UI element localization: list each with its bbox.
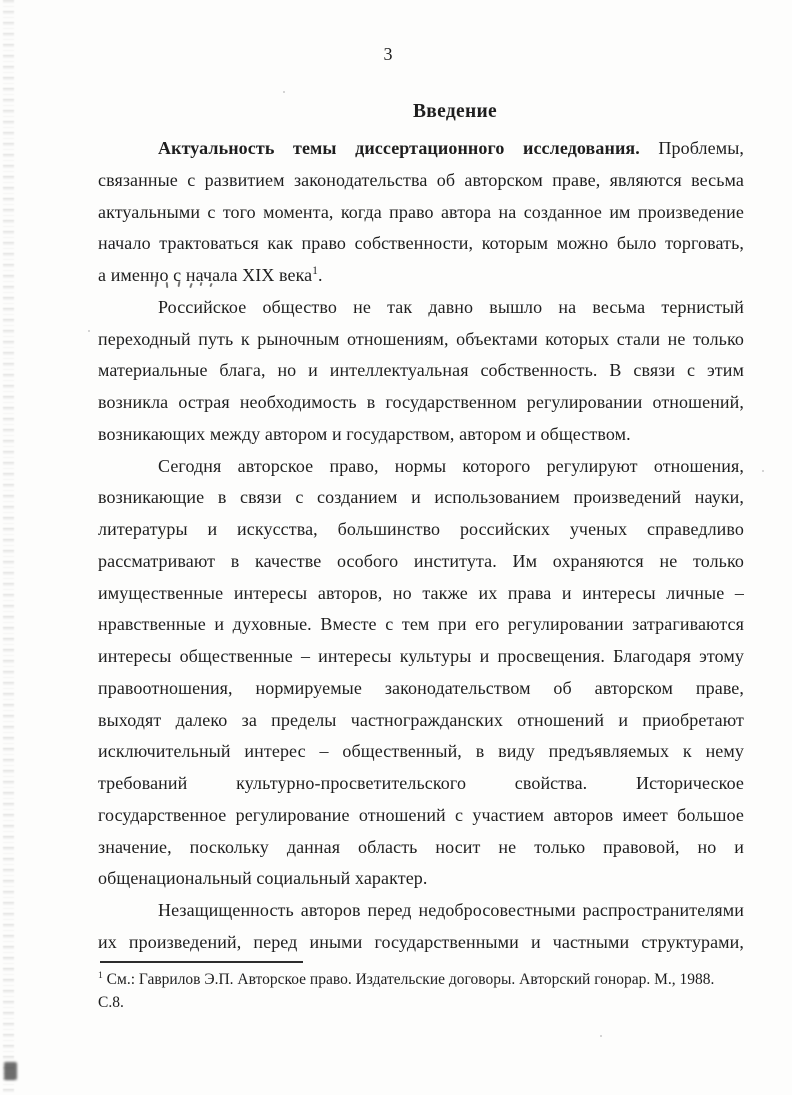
text-line: $^1$ См.: Гаврилов Э.П. Авторское право. Издательские договоры. Авторский гонорар. М., 1988.	[98, 969, 715, 988]
text-line: Незащищенность авторов перед недобросовестными распространителями	[158, 900, 744, 920]
text-line: а именно с начала XIX века$^1$.	[98, 265, 323, 285]
text-line: государственное регулирование отношений с участием авторов имеет большое	[98, 804, 744, 825]
paragraph	[98, 292, 744, 451]
text-line: актуальными с того момента, когда право автора на созданное им произведение	[98, 201, 744, 222]
text-line: исключительный интерес – общественный, в виду предъявляемых к нему	[98, 741, 744, 762]
text-line: возникла острая необходимость в государственном регулировании отношений,	[98, 392, 744, 412]
scan-speck	[283, 91, 285, 93]
text-line: Актуальность темы диссертационного исследования. Проблемы,	[158, 138, 744, 158]
text-line: С.8.	[98, 994, 124, 1011]
scan-speck	[762, 470, 764, 472]
text-line: Сегодня авторское право, нормы которого регулируют отношения,	[158, 455, 744, 476]
text-line: их произведений, перед иными государственными и частными структурами,	[98, 931, 744, 952]
paragraph	[98, 895, 744, 959]
paragraph	[98, 451, 744, 896]
scan-speck	[600, 1035, 602, 1037]
page-number: 3	[383, 44, 393, 64]
section-heading: Введение	[413, 101, 497, 122]
scan-noise-left-strip	[3, 0, 14, 1095]
text-line: связанные с развитием законодательства об авторском праве, являются весьма	[98, 169, 744, 190]
footnote-divider	[100, 961, 303, 963]
scan-noise-bottom-blob	[4, 1062, 17, 1080]
text-line: интересы общественные – интересы культуры и просвещения. Благодаря этому	[98, 646, 744, 666]
text-line: литературы и искусства, большинство российских ученых справедливо	[98, 519, 744, 539]
text-line: выходят далеко за пределы частногражданских отношений и приобретают	[98, 709, 744, 730]
text-line: рассматривают в качестве особого института. Им охраняются не только	[98, 550, 744, 571]
text-line: значение, поскольку данная область носит не только правовой, но и	[98, 836, 744, 857]
text-line: имущественные интересы авторов, но также их права и интересы личные –	[98, 582, 744, 603]
text-line: общенациональный социальный характер.	[98, 868, 428, 889]
text-line: требований культурно-просветительского свойства. Историческое	[98, 773, 744, 793]
body-paragraphs	[98, 133, 744, 959]
text-line: возникающие в связи с созданием и использованием произведений науки,	[98, 487, 744, 508]
paragraph	[98, 133, 744, 292]
text-line: правоотношения, нормируемые законодательством об авторском праве,	[98, 677, 744, 698]
text-line: возникающих между автором и государством, автором и обществом.	[98, 423, 631, 444]
text-line: Российское общество не так давно вышло на весьма тернистый	[158, 296, 744, 317]
text-line: начало трактоваться как право собственности, которым можно было торговать,	[98, 233, 744, 254]
scan-speck	[88, 330, 90, 332]
text-line: переходный путь к рыночным отношениям, объектами которых стали не только	[98, 328, 744, 349]
text-line: материальные блага, но и интеллектуальная собственность. В связи с этим	[98, 360, 744, 381]
footnote	[98, 968, 750, 1014]
text-line: нравственные и духовные. Вместе с тем при его регулировании затрагиваются	[98, 614, 744, 635]
